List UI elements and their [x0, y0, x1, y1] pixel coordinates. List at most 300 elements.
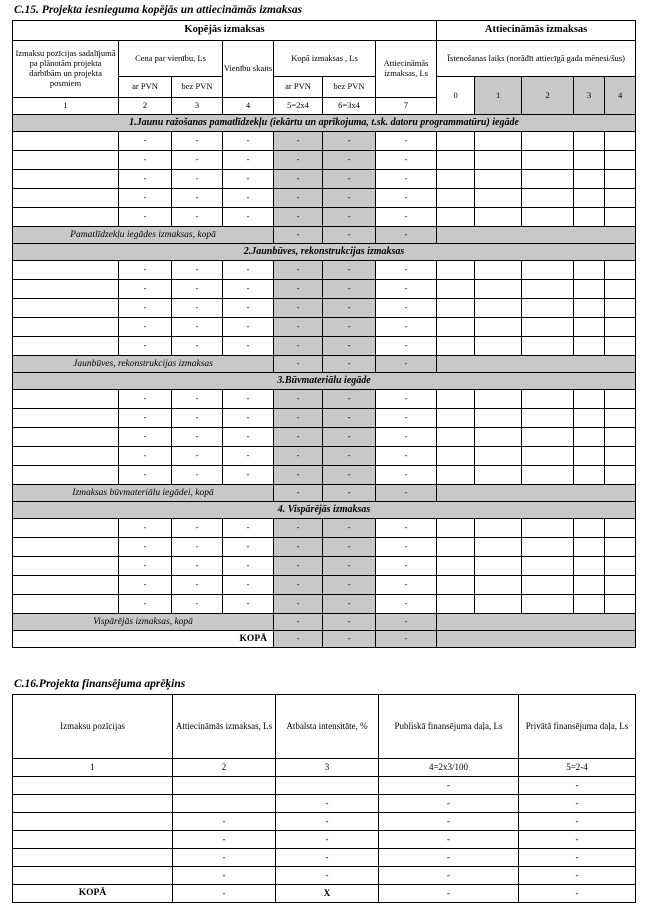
- period-cell: [574, 390, 605, 409]
- period-cell: [475, 428, 522, 447]
- c16-header: Publiskā finansējuma daļa, Ls: [379, 695, 519, 759]
- c16-cell: -: [379, 777, 519, 795]
- period-cell: [522, 390, 574, 409]
- period-cell: [437, 519, 475, 538]
- period-cell: [475, 519, 522, 538]
- period-cell: [574, 299, 605, 318]
- eligible-cell: -: [376, 538, 437, 557]
- total-bez-pvn-cell: -: [323, 428, 376, 447]
- subtotal-eligible: -: [376, 485, 437, 502]
- num-label: 1: [13, 98, 119, 115]
- price-bez-pvn-cell: -: [172, 337, 223, 356]
- price-bez-pvn-cell: -: [172, 151, 223, 170]
- price-ar-pvn-cell: -: [119, 208, 172, 227]
- price-ar-pvn-cell: -: [119, 409, 172, 428]
- total-bez-pvn-cell: -: [323, 151, 376, 170]
- period-cell: [574, 576, 605, 595]
- period-cell: [605, 337, 636, 356]
- price-bez-pvn-cell: -: [172, 299, 223, 318]
- period-cell: [574, 428, 605, 447]
- total-bez-pvn-cell: -: [323, 576, 376, 595]
- period-cell: [475, 318, 522, 337]
- period-cell: [574, 318, 605, 337]
- eligible-cell: -: [376, 595, 437, 614]
- subtotal-ar-pvn: -: [274, 485, 323, 502]
- table-row: [13, 795, 636, 813]
- units-cell: -: [223, 409, 274, 428]
- total-bez-pvn-cell: -: [323, 538, 376, 557]
- total-ar-pvn-cell: -: [274, 318, 323, 337]
- period-cell: [437, 409, 475, 428]
- c16-header: Privātā finansējuma daļa, Ls: [519, 695, 636, 759]
- period-cell: [475, 337, 522, 356]
- total-ar-pvn-cell: -: [274, 132, 323, 151]
- table-row: [13, 447, 636, 466]
- period-cell: [522, 299, 574, 318]
- section-title: 3.Būvmateriālu iegāde: [13, 373, 636, 390]
- eligible-cell: -: [376, 337, 437, 356]
- table-row: [13, 849, 636, 867]
- price-ar-pvn-cell: -: [119, 132, 172, 151]
- c16-cell: [13, 867, 173, 885]
- total-bez-pvn-cell: -: [323, 447, 376, 466]
- item-cell: [13, 208, 119, 227]
- subcol-ar-pvn: ar PVN: [274, 77, 323, 98]
- period-cell: [605, 519, 636, 538]
- c16-num-label: 2: [173, 759, 276, 777]
- subtotal-eligible: -: [376, 356, 437, 373]
- price-ar-pvn-cell: -: [119, 466, 172, 485]
- subtotal-bez-pvn: -: [323, 227, 376, 244]
- subtotal-label: Izmaksas būvmateriālu iegādei, kopā: [13, 485, 274, 502]
- period-cell: [574, 519, 605, 538]
- period-cell: [475, 466, 522, 485]
- price-bez-pvn-cell: -: [172, 595, 223, 614]
- period-cell: [522, 466, 574, 485]
- c16-cell: -: [519, 849, 636, 867]
- total-eligible: -: [376, 631, 437, 648]
- period-cell: [522, 447, 574, 466]
- price-bez-pvn-cell: -: [172, 189, 223, 208]
- table-row: [13, 261, 636, 280]
- c16-cell: -: [173, 867, 276, 885]
- period-cell: [605, 280, 636, 299]
- price-bez-pvn-cell: -: [172, 428, 223, 447]
- price-ar-pvn-cell: -: [119, 151, 172, 170]
- total-ar-pvn: -: [274, 631, 323, 648]
- period-cell: [437, 576, 475, 595]
- price-ar-pvn-cell: -: [119, 280, 172, 299]
- period-cell: [437, 390, 475, 409]
- units-cell: -: [223, 595, 274, 614]
- total-bez-pvn-cell: -: [323, 170, 376, 189]
- eligible-cell: -: [376, 208, 437, 227]
- item-cell: [13, 189, 119, 208]
- period-cell: [574, 132, 605, 151]
- period-cell: [574, 261, 605, 280]
- total-period-area: [437, 631, 636, 648]
- c16-num-label: 1: [13, 759, 173, 777]
- item-cell: [13, 261, 119, 280]
- units-cell: -: [223, 170, 274, 189]
- item-cell: [13, 466, 119, 485]
- period-cell: [437, 557, 475, 576]
- total-label: KOPĀ: [13, 631, 274, 648]
- table-row: [13, 280, 636, 299]
- period-cell: [475, 390, 522, 409]
- period-cell: [437, 538, 475, 557]
- period-cell: [437, 595, 475, 614]
- units-cell: -: [223, 299, 274, 318]
- period-cell: [574, 447, 605, 466]
- c16-cell: -: [519, 777, 636, 795]
- period-cell: [437, 208, 475, 227]
- table-row: [13, 777, 636, 795]
- c16-cell: -: [276, 867, 379, 885]
- eligible-cell: -: [376, 519, 437, 538]
- item-cell: [13, 519, 119, 538]
- period-cell: [522, 409, 574, 428]
- period-cell: [522, 576, 574, 595]
- c16-total-cell: X: [276, 885, 379, 903]
- subtotal-bez-pvn: -: [323, 614, 376, 631]
- period-cell: [522, 170, 574, 189]
- total-ar-pvn-cell: -: [274, 261, 323, 280]
- c16-cell: -: [519, 831, 636, 849]
- price-ar-pvn-cell: -: [119, 189, 172, 208]
- item-cell: [13, 557, 119, 576]
- total-ar-pvn-cell: -: [274, 576, 323, 595]
- period-cell: [475, 595, 522, 614]
- c16-cell: [13, 813, 173, 831]
- period-cell: [605, 409, 636, 428]
- price-bez-pvn-cell: -: [172, 409, 223, 428]
- total-bez-pvn: -: [323, 631, 376, 648]
- total-ar-pvn-cell: -: [274, 466, 323, 485]
- total-bez-pvn-cell: -: [323, 132, 376, 151]
- subtotal-ar-pvn: -: [274, 227, 323, 244]
- period-cell: [605, 208, 636, 227]
- c15-table: [12, 20, 636, 648]
- num-label: 6=3x4: [323, 98, 376, 115]
- c16-cell: [276, 777, 379, 795]
- total-bez-pvn-cell: -: [323, 280, 376, 299]
- period-label: 0: [437, 77, 475, 115]
- total-ar-pvn-cell: -: [274, 595, 323, 614]
- total-bez-pvn-cell: -: [323, 557, 376, 576]
- c16-cell: -: [379, 795, 519, 813]
- period-cell: [475, 409, 522, 428]
- period-cell: [475, 299, 522, 318]
- item-cell: [13, 170, 119, 189]
- units-cell: -: [223, 318, 274, 337]
- subcol-ar-pvn: ar PVN: [119, 77, 172, 98]
- total-ar-pvn-cell: -: [274, 170, 323, 189]
- col-kopa: Kopā izmaksas , Ls: [274, 41, 376, 77]
- table-row: [13, 208, 636, 227]
- units-cell: -: [223, 208, 274, 227]
- section-title: 2.Jaunbūves, rekonstrukcijas izmaksas: [13, 244, 636, 261]
- period-cell: [522, 337, 574, 356]
- c16-cell: -: [379, 831, 519, 849]
- c16-cell: [13, 849, 173, 867]
- period-cell: [437, 261, 475, 280]
- total-ar-pvn-cell: -: [274, 208, 323, 227]
- table-row: [13, 170, 636, 189]
- period-cell: [437, 189, 475, 208]
- units-cell: -: [223, 466, 274, 485]
- total-bez-pvn-cell: -: [323, 409, 376, 428]
- eligible-cell: -: [376, 280, 437, 299]
- c16-num-label: 3: [276, 759, 379, 777]
- period-cell: [475, 557, 522, 576]
- period-cell: [522, 280, 574, 299]
- period-cell: [574, 208, 605, 227]
- period-cell: [522, 151, 574, 170]
- total-bez-pvn-cell: -: [323, 595, 376, 614]
- total-ar-pvn-cell: -: [274, 409, 323, 428]
- num-label: 3: [172, 98, 223, 115]
- c16-total-cell: -: [519, 885, 636, 903]
- c16-table: [12, 694, 636, 903]
- period-cell: [522, 538, 574, 557]
- price-bez-pvn-cell: -: [172, 170, 223, 189]
- c16-cell: [173, 777, 276, 795]
- table-row: [13, 519, 636, 538]
- col-laiks: Īstenošanas laiks (norādīt attiecīgā gada mēnesi/šus): [437, 41, 636, 77]
- period-cell: [437, 132, 475, 151]
- total-ar-pvn-cell: -: [274, 189, 323, 208]
- price-bez-pvn-cell: -: [172, 318, 223, 337]
- table-row: [13, 595, 636, 614]
- c16-cell: [13, 777, 173, 795]
- header-kopejas: Kopējās izmaksas: [13, 21, 437, 41]
- item-cell: [13, 132, 119, 151]
- price-bez-pvn-cell: -: [172, 208, 223, 227]
- period-cell: [605, 595, 636, 614]
- section-title: 1.Jaunu ražošanas pamatlīdzekļu (iekārtu un aprīkojuma, t.sk. datoru programmatūru) iegāde: [13, 115, 636, 132]
- units-cell: -: [223, 337, 274, 356]
- period-label: 4: [605, 77, 636, 115]
- price-ar-pvn-cell: -: [119, 595, 172, 614]
- period-cell: [605, 428, 636, 447]
- c16-cell: -: [276, 831, 379, 849]
- c16-cell: -: [519, 813, 636, 831]
- item-cell: [13, 538, 119, 557]
- table-row: [13, 831, 636, 849]
- item-cell: [13, 390, 119, 409]
- period-cell: [605, 390, 636, 409]
- c16-cell: -: [173, 813, 276, 831]
- total-bez-pvn-cell: -: [323, 261, 376, 280]
- col-pozicijas: Izmaksu pozīcijas sadalījumā pa plānotām projekta darbībām un projekta posmiem: [13, 41, 119, 98]
- period-cell: [522, 189, 574, 208]
- c16-cell: -: [379, 813, 519, 831]
- eligible-cell: -: [376, 299, 437, 318]
- price-ar-pvn-cell: -: [119, 447, 172, 466]
- period-cell: [437, 447, 475, 466]
- c16-cell: -: [519, 795, 636, 813]
- price-bez-pvn-cell: -: [172, 132, 223, 151]
- total-ar-pvn-cell: -: [274, 557, 323, 576]
- c16-cell: [13, 831, 173, 849]
- subtotal-label: Vispārējās izmaksas, kopā: [13, 614, 274, 631]
- period-cell: [522, 595, 574, 614]
- item-cell: [13, 447, 119, 466]
- price-ar-pvn-cell: -: [119, 428, 172, 447]
- period-cell: [605, 151, 636, 170]
- subtotal-bez-pvn: -: [323, 356, 376, 373]
- price-bez-pvn-cell: -: [172, 466, 223, 485]
- table-row: [13, 318, 636, 337]
- table-row: [13, 813, 636, 831]
- c16-total-label: KOPĀ: [13, 885, 173, 903]
- eligible-cell: -: [376, 189, 437, 208]
- item-cell: [13, 280, 119, 299]
- period-cell: [574, 557, 605, 576]
- eligible-cell: -: [376, 132, 437, 151]
- subcol-bez-pvn: bez PVN: [323, 77, 376, 98]
- table-row: [13, 867, 636, 885]
- col-vienibu: Vienību skaits: [223, 41, 274, 98]
- c16-header: Atbalsta intensitāte, %: [276, 695, 379, 759]
- subtotal-label: Jaunbūves, rekonstrukcijas izmaksas: [13, 356, 274, 373]
- period-cell: [437, 466, 475, 485]
- eligible-cell: -: [376, 318, 437, 337]
- table-row: [13, 390, 636, 409]
- subtotal-period-area: [437, 485, 636, 502]
- units-cell: -: [223, 390, 274, 409]
- units-cell: -: [223, 519, 274, 538]
- period-cell: [437, 318, 475, 337]
- price-bez-pvn-cell: -: [172, 390, 223, 409]
- eligible-cell: -: [376, 557, 437, 576]
- eligible-cell: -: [376, 576, 437, 595]
- period-cell: [437, 337, 475, 356]
- c16-header: Attiecināmās izmaksas, Ls: [173, 695, 276, 759]
- eligible-cell: -: [376, 409, 437, 428]
- col-cena: Cena par vienību, Ls: [119, 41, 223, 77]
- price-bez-pvn-cell: -: [172, 519, 223, 538]
- col-attiecinamas: Attiecināmās izmaksas, Ls: [376, 41, 437, 98]
- total-ar-pvn-cell: -: [274, 151, 323, 170]
- c16-cell: -: [519, 867, 636, 885]
- c16-cell: -: [379, 849, 519, 867]
- price-ar-pvn-cell: -: [119, 538, 172, 557]
- total-ar-pvn-cell: -: [274, 337, 323, 356]
- price-bez-pvn-cell: -: [172, 280, 223, 299]
- subtotal-ar-pvn: -: [274, 356, 323, 373]
- period-cell: [475, 576, 522, 595]
- total-ar-pvn-cell: -: [274, 519, 323, 538]
- table-row: [13, 466, 636, 485]
- total-bez-pvn-cell: -: [323, 390, 376, 409]
- subtotal-eligible: -: [376, 227, 437, 244]
- period-cell: [475, 151, 522, 170]
- price-bez-pvn-cell: -: [172, 261, 223, 280]
- table-row: [13, 337, 636, 356]
- c16-cell: [13, 795, 173, 813]
- table-row: [13, 132, 636, 151]
- table-row: [13, 576, 636, 595]
- table-row: [13, 557, 636, 576]
- eligible-cell: -: [376, 151, 437, 170]
- c16-cell: -: [379, 867, 519, 885]
- eligible-cell: -: [376, 466, 437, 485]
- period-cell: [605, 576, 636, 595]
- subtotal-bez-pvn: -: [323, 485, 376, 502]
- table-row: [13, 299, 636, 318]
- subtotal-ar-pvn: -: [274, 614, 323, 631]
- period-cell: [605, 538, 636, 557]
- total-bez-pvn-cell: -: [323, 189, 376, 208]
- eligible-cell: -: [376, 261, 437, 280]
- c16-cell: [173, 795, 276, 813]
- period-cell: [605, 447, 636, 466]
- price-ar-pvn-cell: -: [119, 318, 172, 337]
- item-cell: [13, 595, 119, 614]
- eligible-cell: -: [376, 390, 437, 409]
- period-cell: [522, 557, 574, 576]
- price-ar-pvn-cell: -: [119, 557, 172, 576]
- eligible-cell: -: [376, 428, 437, 447]
- price-ar-pvn-cell: -: [119, 390, 172, 409]
- subtotal-period-area: [437, 227, 636, 244]
- period-cell: [437, 428, 475, 447]
- num-label: 2: [119, 98, 172, 115]
- table-row: [13, 151, 636, 170]
- period-cell: [522, 428, 574, 447]
- period-cell: [522, 519, 574, 538]
- price-ar-pvn-cell: -: [119, 519, 172, 538]
- period-cell: [574, 170, 605, 189]
- c16-total-cell: -: [379, 885, 519, 903]
- price-bez-pvn-cell: -: [172, 538, 223, 557]
- period-label: 1: [475, 77, 522, 115]
- period-cell: [522, 132, 574, 151]
- units-cell: -: [223, 447, 274, 466]
- period-label: 3: [574, 77, 605, 115]
- price-bez-pvn-cell: -: [172, 447, 223, 466]
- c16-total-cell: -: [173, 885, 276, 903]
- period-cell: [605, 132, 636, 151]
- period-cell: [605, 557, 636, 576]
- section-title: 4. Vispārējās izmaksas: [13, 502, 636, 519]
- header-attiecinamas: Attiecināmās izmaksas: [437, 21, 636, 41]
- period-cell: [574, 595, 605, 614]
- units-cell: -: [223, 557, 274, 576]
- table-row: [13, 428, 636, 447]
- table-row: [13, 189, 636, 208]
- table-row: [13, 409, 636, 428]
- table-row: [13, 538, 636, 557]
- period-cell: [475, 447, 522, 466]
- period-cell: [475, 538, 522, 557]
- units-cell: -: [223, 261, 274, 280]
- subcol-bez-pvn: bez PVN: [172, 77, 223, 98]
- period-cell: [522, 208, 574, 227]
- total-ar-pvn-cell: -: [274, 390, 323, 409]
- period-cell: [522, 318, 574, 337]
- c16-cell: -: [173, 831, 276, 849]
- period-cell: [475, 208, 522, 227]
- period-cell: [605, 299, 636, 318]
- total-bez-pvn-cell: -: [323, 466, 376, 485]
- period-cell: [437, 280, 475, 299]
- c16-header: Izmaksu pozīcijas: [13, 695, 173, 759]
- period-cell: [574, 337, 605, 356]
- total-bez-pvn-cell: -: [323, 318, 376, 337]
